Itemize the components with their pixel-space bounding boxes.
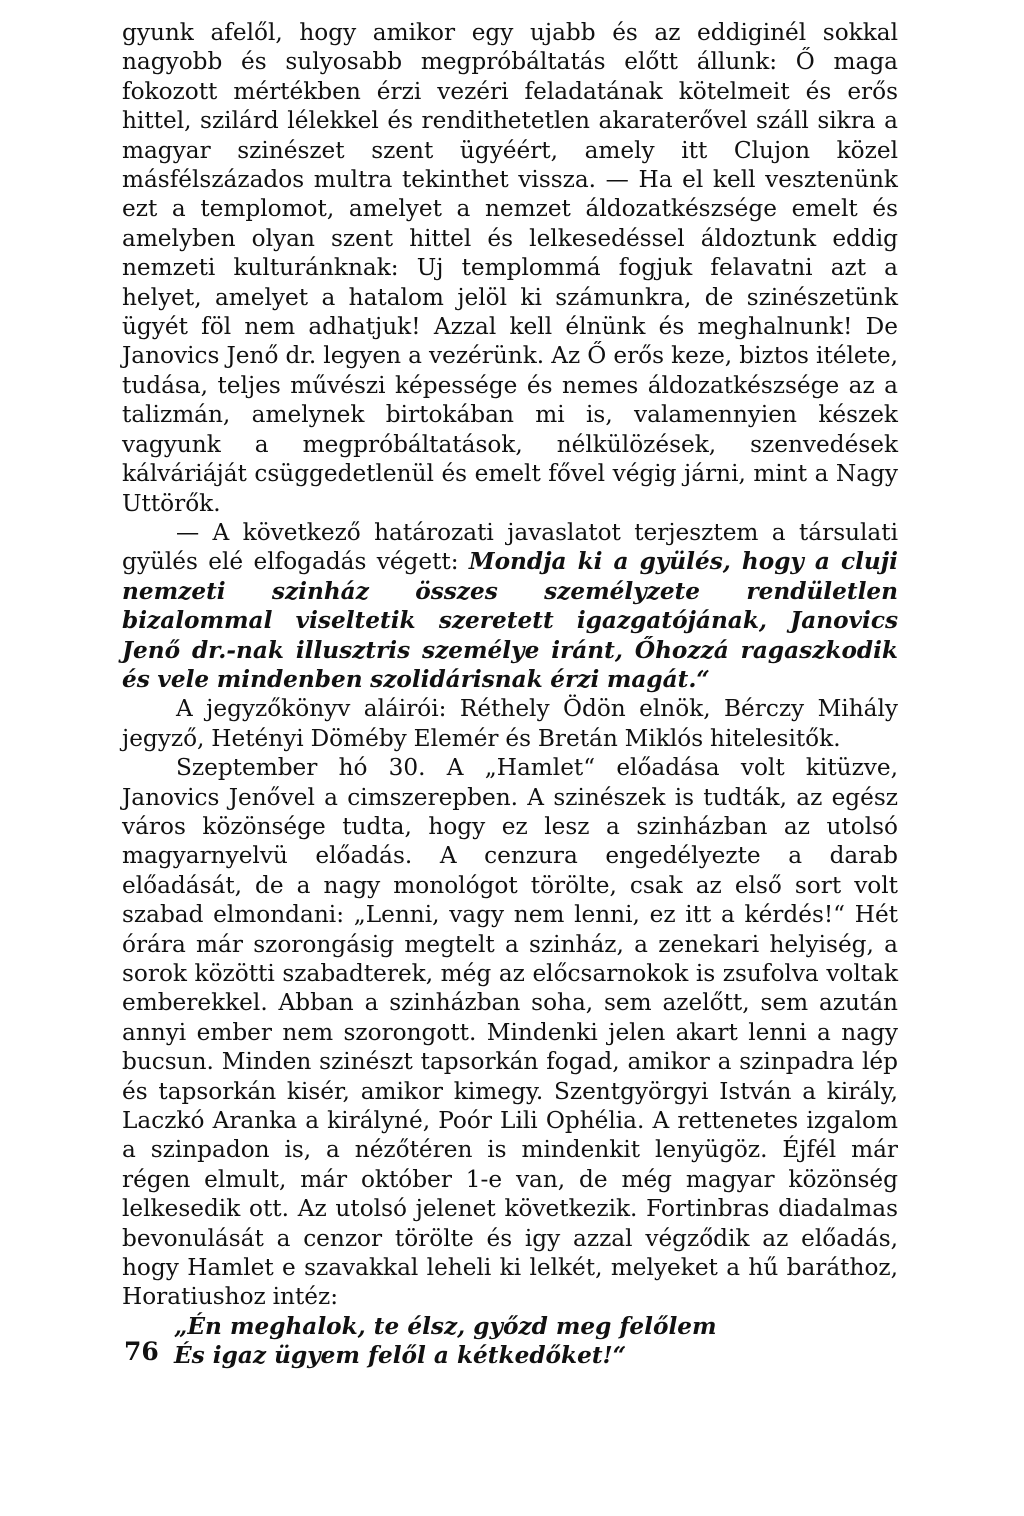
paragraph-1: gyunk afelől, hogy amikor egy ujabb és az eddiginél sokkal nagyobb és sulyosabb megpróbáltatás előtt állunk: Ő maga fokozott mértékben érzi vezéri feladatának kötelmeit és erős hittel, szilárd lélekkel és rendithetetlen akaraterővel száll sikra a magyar szinészet szent ügyéért, amely itt Clujon közel másfélszázados multra tekinthet vissza. — Ha el kell vesztenünk ezt a templomot, amelyet a nemzet áldozatkészsége emelt és amelyben olyan szent hittel és lelkesedéssel áldoztunk eddig nemzeti kulturánknak: Uj templommá fogjuk felavatni azt a helyet, amelyet a hatalom jelöl ki számunkra, de szinészetünk ügyét föl nem adhatjuk! Azzal kell élnünk és meghalnunk! De Janovics Jenő dr. legyen a vezérünk. Az Ő erős keze, biztos itélete, tudása, teljes művészi képessége és nemes áldozatkészsége az a talizmán, amelynek birtokában mi is, valamennyien készek vagyunk a megpróbáltatások, nélkülözések, szenvedések kálváriáját csüggedetlenül és emelt fővel végig járni, mint a Nagy Uttörők. bbox=[122, 19, 898, 517]
poem-line: „Én meghalok, te élsz, győzd meg felőlem bbox=[174, 1312, 717, 1340]
paragraph-4: Szeptember hó 30. A „Hamlet“ előadása volt kitüzve, Janovics Jenővel a cimszerepben. A szinészek is tudták, az egész város közönsége tudta, hogy ez lesz a szinházban az utolsó magyarnyelvü előadás. A cenzura engedélyezte a darab előadását, de a nagy monológot törölte, csak az első sort volt szabad elmondani: „Lenni, vagy nem lenni, ez itt a kérdés!“ Hét órára már szorongásig megtelt a szinház, a zenekari helyiség, a sorok közötti szabadterek, még az előcsarnokok is zsufolva voltak emberekkel. Abban a szinházban soha, sem azelőtt, sem azután annyi ember nem szorongott. Mindenki jelen akart lenni a nagy bucsun. Minden szinészt tapsorkán fogad, amikor a szinpadra lép és tapsorkán kisér, amikor kimegy. Szentgyörgyi István a király, Laczkó Aranka a királyné, Poór Lili Ophélia. A rettenetes izgalom a szinpadon is, a nézőtéren is mindenkit lenyügöz. Éjfél már régen elmult, már október 1-e van, de még magyar közönség lelkesedik ott. Az utolsó jelenet következik. Fortinbras diadalmas bevonulását a cenzor törölte és igy azzal végződik az előadás, hogy Hamlet e szavakkal leheli ki lelkét, melyeket a hű baráthoz, Horatiushoz intéz: bbox=[122, 754, 898, 1311]
page-number: 76 bbox=[124, 1337, 159, 1366]
paragraph-2-lead: — A következő határozati javaslatot terjesztem a társulati gyülés elé elfogadás végett: bbox=[122, 518, 898, 576]
paragraph-3: A jegyzőkönyv aláirói: Réthely Ödön elnök, Bérczy Mihály jegyző, Hetényi Döméby Elemér és Bretán Miklós hitelesitők. bbox=[122, 695, 898, 752]
page-body bbox=[122, 18, 898, 1371]
resolution-close-quote: “ bbox=[696, 665, 710, 693]
paragraph-2 bbox=[122, 518, 898, 694]
resolution-text: Mondja ki a gyülés, hogy a cluji nemzeti szinház összes személyzete rendületlen bizalommal viseltetik szeretett igazgatójának, Janovics Jenő dr.-nak illusztris személye iránt, Őhozzá ragaszkodik és vele mindenben szolidárisnak érzi magát. bbox=[122, 548, 898, 693]
poem-quote bbox=[122, 1312, 898, 1371]
poem-line: És igaz ügyem felől a kétkedőket!“ bbox=[174, 1342, 627, 1370]
